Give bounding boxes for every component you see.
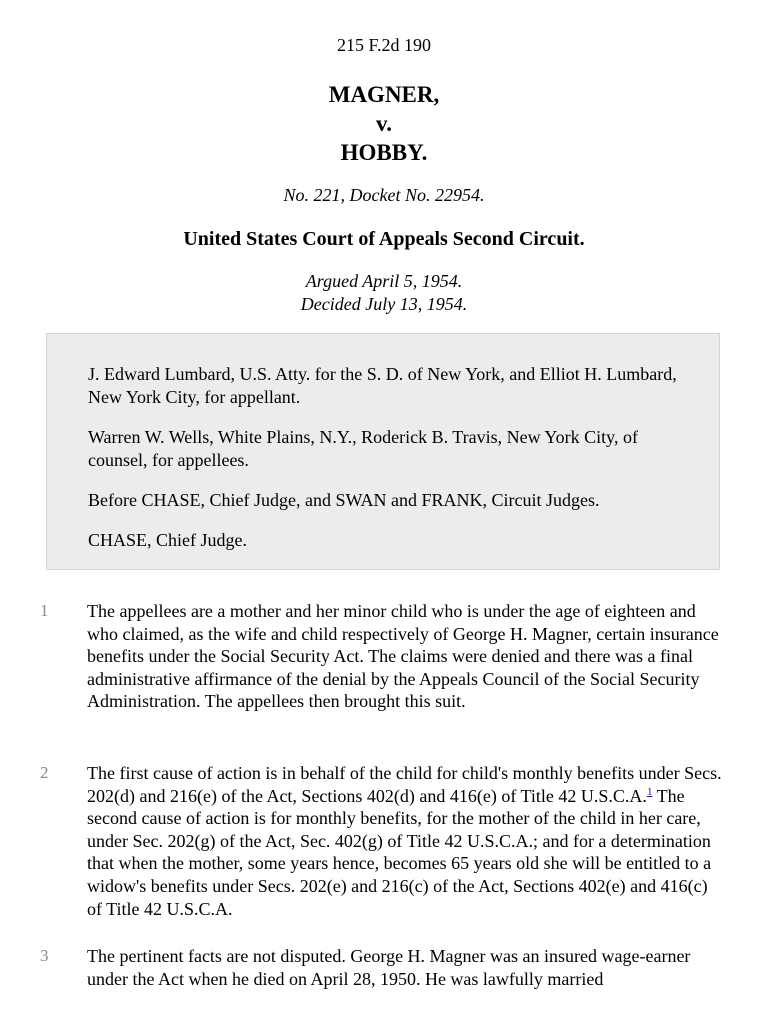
versus-label: v. xyxy=(376,111,392,136)
party-appellee-name: HOBBY. xyxy=(340,140,428,165)
paragraph-number: 1 xyxy=(40,601,49,620)
bench-line: Before CHASE, Chief Judge, and SWAN and FRANK, Circuit Judges. xyxy=(88,490,600,510)
paragraph-text: The appellees are a mother and her minor child who is under the age of eighteen and who claimed, as the wife and child respectively of George H. Magner, certain insurance benefits under the Social Security Act. The claims were denied and there was a final administrative affirmance of the denial by the Appeals Council of the Social Security Administration. The appellees then brought this suit. xyxy=(87,601,719,712)
opinion-author: CHASE, Chief Judge. xyxy=(88,530,247,550)
docket-number: No. 221, Docket No. 22954. xyxy=(283,185,485,205)
party-appellant-name: MAGNER, xyxy=(328,82,440,107)
paragraph-text-part: The second cause of action is for monthly benefits, for the mother of the child in her care, under Sec. 202(g) of the Act, Sec. 402(g) of Title 42 U.S.C.A.; and for a determination that when the mother, some years hence, becomes 65 years old she will be entitled to a widow's benefits under Secs. 202(e) and 216(c) of the Act, Sections 402(e) and 416(c) of Title 42 U.S.C.A. xyxy=(87,785,712,919)
counsel-panel xyxy=(46,333,720,570)
case-title xyxy=(0,80,768,167)
paragraph-number: 3 xyxy=(40,946,49,965)
paragraph-text-part: The first cause of action is in behalf of the child for child's monthly benefits under Secs. 202(d) and 216(e) of the Act, Sections 402(d) and 416(e) of Title 42 U.S.C.A. xyxy=(87,763,722,806)
footnote-link[interactable]: 1 xyxy=(646,785,653,798)
paragraph-text xyxy=(87,762,727,920)
appellee-counsel: Warren W. Wells, White Plains, N.Y., Roderick B. Travis, New York City, of counsel, for appellees. xyxy=(88,427,638,470)
case-citation: 215 F.2d 190 xyxy=(336,35,432,55)
paragraph-number: 2 xyxy=(40,763,49,782)
argued-date: Argued April 5, 1954. xyxy=(305,271,463,291)
decided-date: Decided July 13, 1954. xyxy=(300,294,468,314)
paragraph-text: The pertinent facts are not disputed. George H. Magner was an insured wage-earner under the Act when he died on April 28, 1950. He was lawfully married xyxy=(87,946,691,989)
case-dates xyxy=(0,270,768,316)
court-name: United States Court of Appeals Second Circuit. xyxy=(183,228,585,250)
appellant-counsel: J. Edward Lumbard, U.S. Atty. for the S. D. of New York, and Elliot H. Lumbard, New York City, for appellant. xyxy=(88,364,677,407)
